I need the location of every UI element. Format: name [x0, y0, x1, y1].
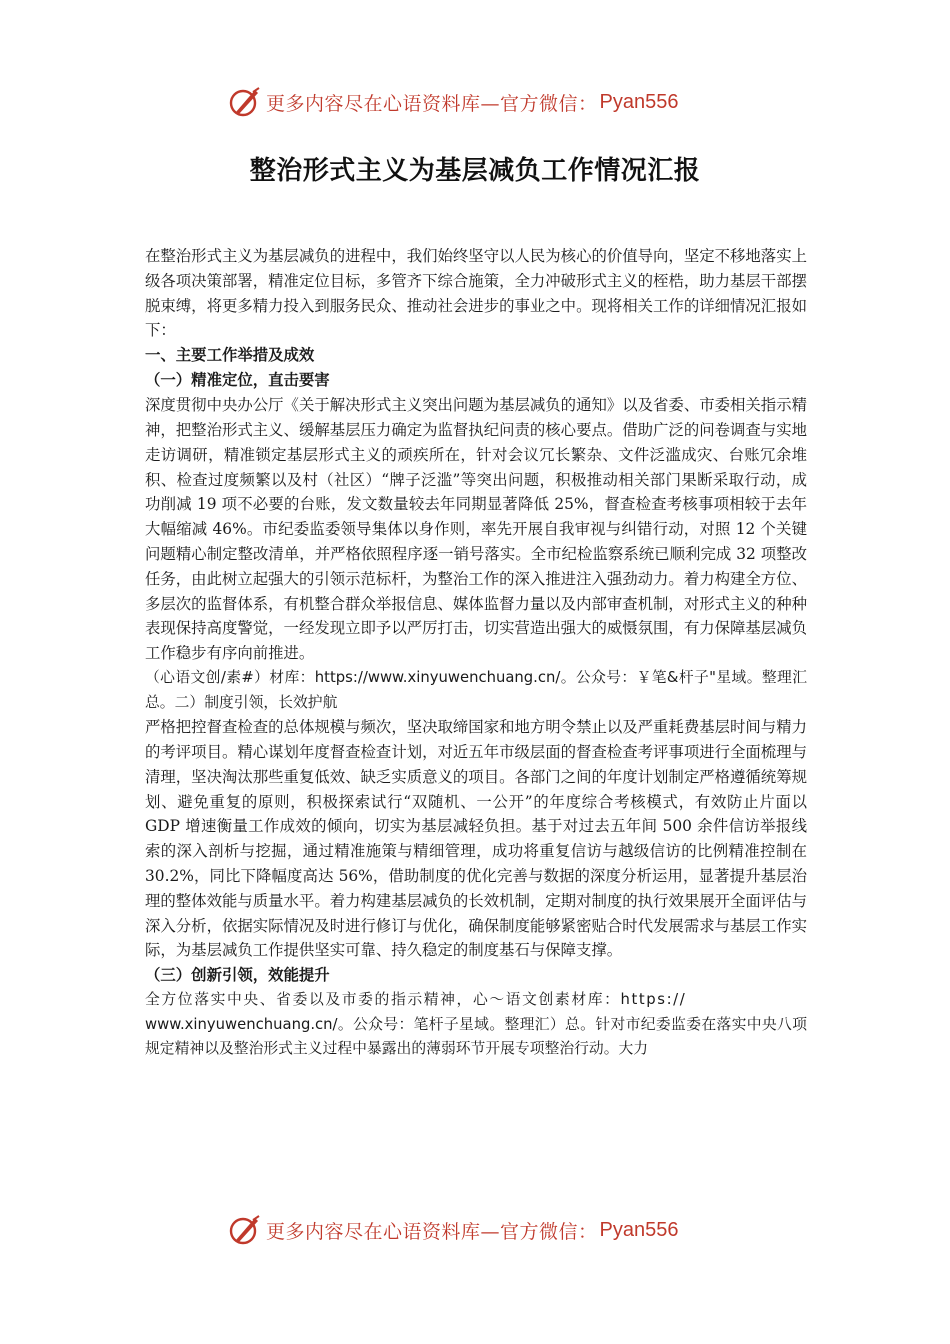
section-heading-1: 一、主要工作举措及成效 — [145, 346, 315, 365]
subsection-heading-3: （三）创新引领，效能提升 — [145, 966, 330, 985]
banner-text: 更多内容尽在心语资料库—官方微信： — [266, 1220, 598, 1243]
banner-text: 更多内容尽在心语资料库—官方微信： — [266, 92, 598, 115]
quill-pen-logo-icon — [228, 85, 262, 119]
banner-wechat-id: Pyan556 — [599, 1218, 679, 1241]
watermark-line-2a: 全方位落实中央、省委以及市委的指示精神，心～语文创素材库：https:// — [145, 991, 687, 1009]
subsection-body-2: 严格把控督查检查的总体规模与频次，坚决取缔国家和地方明令禁止以及严重耗费基层时间与精力的考评项目。精心谋划年度督查检查计划，对近五年市级层面的督查检查考评事项进行全面梳理与清理，坚决淘汰那些重复低效、缺乏实质意义的项目。各部门之间的年度计划制定严格遵循统筹规划、避免重复的原则，积极探索试行“双随机、一公开”的年度综合考核模式，有效防止片面以 GDP 增速衡量工作成效的倾向，切实为基层减轻负担。基于对过去五年间 500 余件信访举报线索的深入剖析与挖掘，通过精准施策与精细管理，成功将重复信访与越级信访的比例精准控制在 30.2%，同比下降幅度高达 56%，借助制度的优化完善与数据的深度分析运用，显著提升基层治理的整体效能与质量水平。着力构建基层减负的长效机制，定期对制度的执行效果展开全面评估与深入分析，依据实际情况及时进行修订与优化，确保制度能够紧密贴合时代发展需求与基层工作实际，为基层减负工作提供坚实可靠、持久稳定的制度基石与保障支撑。 — [145, 718, 807, 960]
intro-paragraph: 在整治形式主义为基层减负的进程中，我们始终坚守以人民为核心的价值导向，坚定不移地落实上级各项决策部署，精准定位目标，多管齐下综合施策，全力冲破形式主义的桎梏，助力基层干部摆脱束缚，将更多精力投入到服务民众、推动社会进步的事业之中。现将相关工作的详细情况汇报如下： — [145, 247, 807, 340]
header-banner — [228, 84, 678, 120]
watermark-line-2b: www.xinyuwenchuang.cn/。公众号：笔杆子星域。整理汇）总。针对市纪委监委在落实中央八项规定精神以及整治形式主义过程中暴露出的薄弱环节开展专项整治行动。大力 — [145, 1015, 807, 1058]
document-title: 整治形式主义为基层减负工作情况汇报 — [249, 156, 701, 186]
document-body — [145, 244, 807, 1062]
quill-pen-logo-icon — [228, 1213, 262, 1247]
watermark-line-1: （心语文创/素#）材库：https://www.xinyuwenchuang.cn/。公众号：￥笔&杆子"星域。整理汇总。二）制度引领，长效护航 — [145, 668, 807, 711]
subsection-body-1: 深度贯彻中央办公厅《关于解决形式主义突出问题为基层减负的通知》以及省委、市委相关指示精神，把整治形式主义、缓解基层压力确定为监督执纪问责的核心要点。借助广泛的问卷调查与实地走访调研，精准锁定基层形式主义的顽疾所在，针对会议冗长繁杂、文件泛滥成灾、台账冗余堆积、检查过度频繁以及村（社区）“牌子泛滥”等突出问题，积极推动相关部门果断采取行动，成功削减 19 项不必要的台账，发文数量较去年同期显著降低 25%，督查检查考核事项相较于去年大幅缩减 46%。市纪委监委领导集体以身作则，率先开展自我审视与纠错行动，对照 12 个关键问题精心制定整改清单，并严格依照程序逐一销号落实。全市纪检监察系统已顺利完成 32 项整改任务，由此树立起强大的引领示范标杆，为整治工作的深入推进注入强劲动力。着力构建全方位、多层次的监督体系，有机整合群众举报信息、媒体监督力量以及内部审查机制，对形式主义的种种表现保持高度警觉，一经发现立即予以严厉打击，切实营造出强大的威慑氛围，有力保障基层减负工作稳步有序向前推进。 — [145, 396, 807, 663]
subsection-heading-1: （一）精准定位，直击要害 — [145, 371, 330, 390]
banner-wechat-id: Pyan556 — [599, 90, 679, 113]
footer-banner — [228, 1212, 678, 1248]
